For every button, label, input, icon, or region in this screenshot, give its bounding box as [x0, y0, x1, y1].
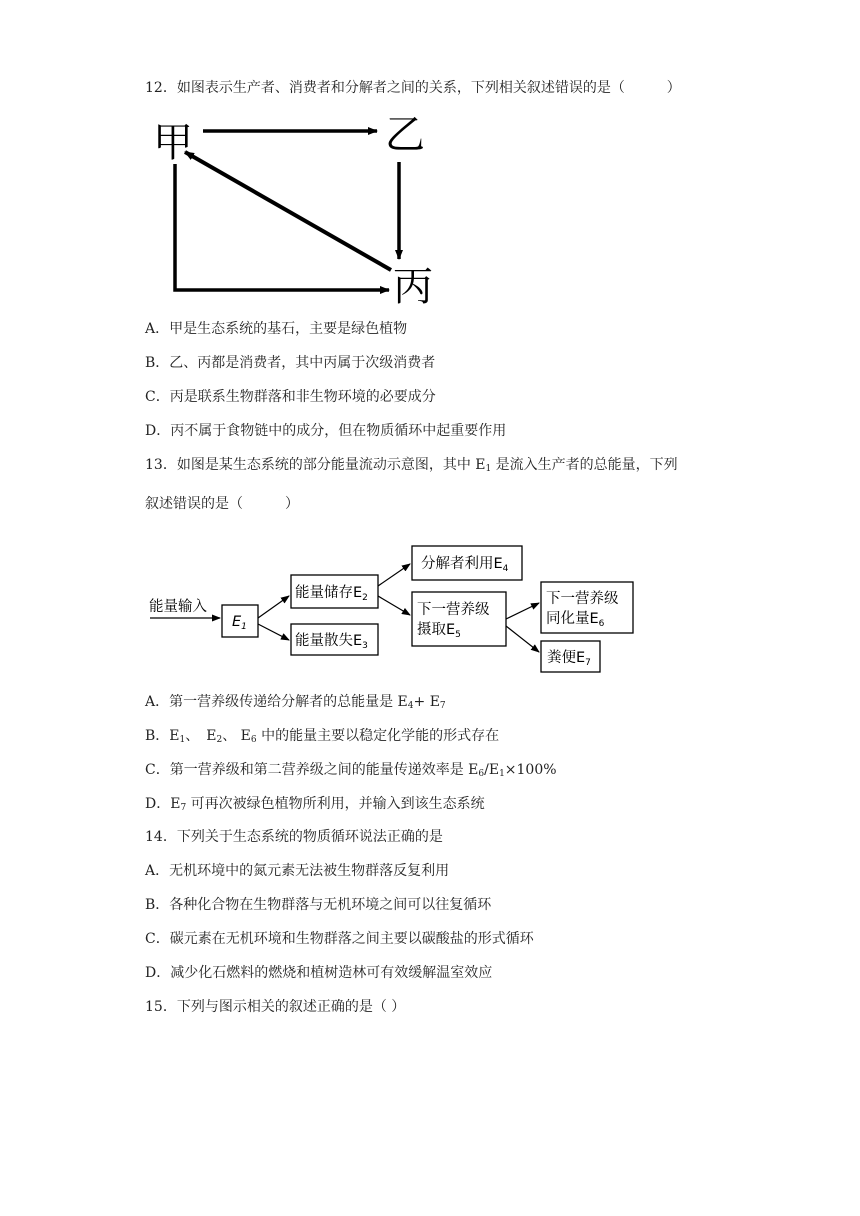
q12-option-b: B．乙、丙都是消费者，其中丙属于次级消费者 — [145, 355, 436, 371]
arrow-e1-loss — [258, 624, 289, 640]
label-intake-2: 摄取$E_5$ — [417, 622, 461, 640]
label-e1: $E_1$ — [232, 614, 247, 632]
q12-option-c: C．丙是联系生物群落和非生物环境的必要成分 — [145, 389, 436, 405]
label-decomposer: 分解者利用$E_4$ — [421, 556, 509, 574]
arrow-storage-decomposer — [378, 564, 410, 586]
q14-option-a: A．无机环境中的氮元素无法被生物群落反复利用 — [145, 863, 450, 879]
arrow-bing-to-jia — [185, 152, 391, 270]
arrow-jia-to-bing — [175, 164, 389, 290]
q13-option-a: A．第一营养级传递给分解者的总能量是 $E_4+ E_7$ — [145, 694, 446, 711]
label-storage: 能量储存$E_2$ — [295, 585, 368, 603]
q13-option-c: C．第一营养级和第二营养级之间的能量传递效率是 $E_6/E_1\times 100\%$ — [145, 762, 557, 779]
q13-stem-line1: 13．如图是某生态系统的部分能量流动示意图，其中 $E_1$ 是流入生产者的总能量，下列 — [145, 457, 678, 474]
q12-relationship-diagram — [145, 112, 445, 306]
q13-energy-flow-diagram — [145, 540, 645, 680]
arrow-intake-feces — [506, 626, 539, 652]
q14-option-d: D．减少化石燃料的燃烧和植树造林可有效缓解温室效应 — [145, 965, 493, 981]
q14-stem: 14．下列关于生态系统的物质循环说法正确的是 — [145, 829, 443, 845]
arrow-storage-intake — [378, 596, 410, 615]
q13-option-d: D．$E_7$ 可再次被绿色植物所利用，并输入到该生态系统 — [145, 796, 485, 813]
q13-stem-line2: 叙述错误的是（ ） — [145, 496, 299, 512]
node-bing: 丙 — [393, 264, 433, 306]
q14-option-c: C．碳元素在无机环境和生物群落之间主要以碳酸盐的形式循环 — [145, 931, 534, 947]
label-feces: 粪便$E_7$ — [547, 650, 591, 668]
label-assim-2: 同化量$E_6$ — [546, 611, 605, 629]
arrow-intake-assim — [506, 603, 539, 619]
q12-stem: 12．如图表示生产者、消费者和分解者之间的关系，下列相关叙述错误的是（ ） — [145, 80, 681, 96]
label-assim-1: 下一营养级 — [546, 591, 619, 607]
label-loss: 能量散失$E_3$ — [295, 633, 368, 651]
q14-option-b: B．各种化合物在生物群落与无机环境之间可以往复循环 — [145, 897, 492, 913]
label-input: 能量输入 — [149, 599, 207, 615]
node-jia: 甲 — [153, 120, 193, 166]
q12-option-a: A．甲是生态系统的基石，主要是绿色植物 — [145, 321, 408, 337]
q12-option-d: D．丙不属于食物链中的成分，但在物质循环中起重要作用 — [145, 423, 507, 439]
label-intake-1: 下一营养级 — [417, 602, 490, 618]
q13-option-b: B．$E_1$、 $E_2$、 $E_6$ 中的能量主要以稳定化学能的形式存在 — [145, 728, 500, 745]
q15-stem: 15．下列与图示相关的叙述正确的是（ ） — [145, 999, 406, 1015]
arrow-e1-storage — [258, 596, 289, 618]
node-yi: 乙 — [385, 112, 425, 158]
